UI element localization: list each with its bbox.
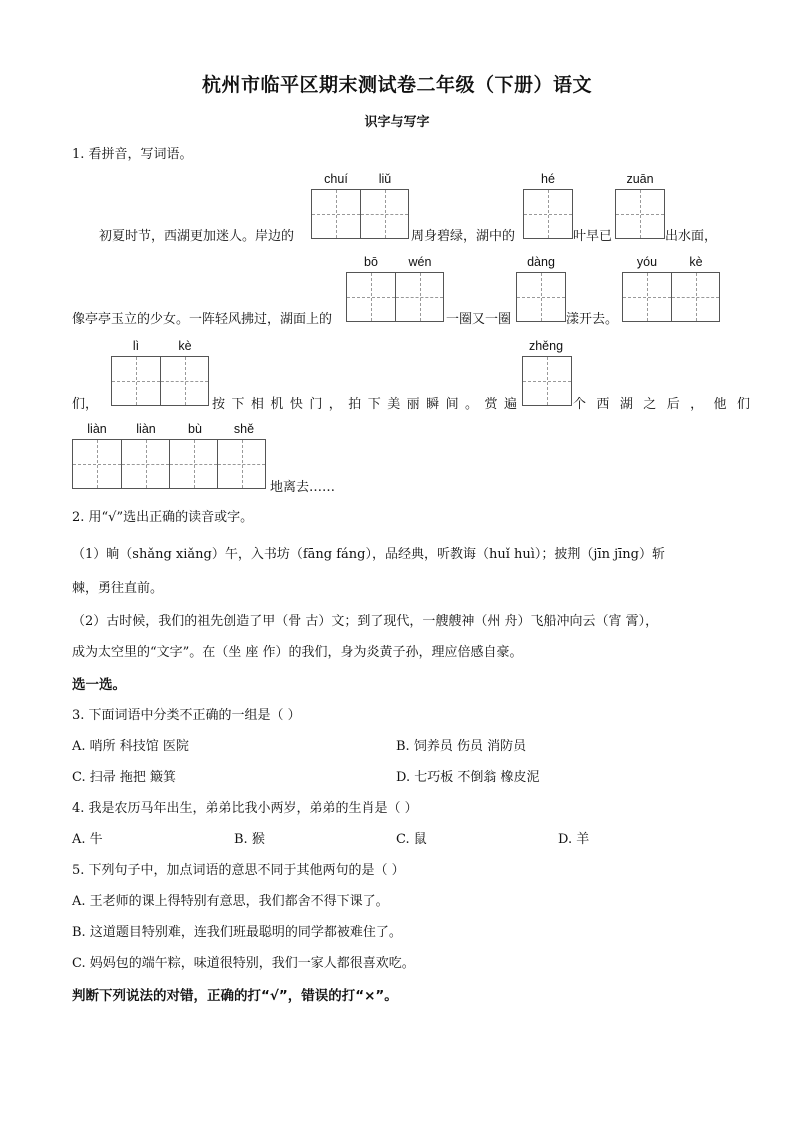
pinyin-lian-1: liàn xyxy=(87,422,107,436)
question-5-stem: 5. 下列句子中，加点词语的意思不同于其他两句的是（ ） xyxy=(72,863,405,878)
question-3-stem: 3. 下面词语中分类不正确的一组是（ ） xyxy=(72,708,301,723)
passage-line-3-mid: 按下相机快门，拍下美丽瞬间。赏遍 xyxy=(212,397,517,412)
question-2-part-1-line-2: 棘，勇往直前。 xyxy=(72,581,164,596)
pinyin-ke: kè xyxy=(689,255,703,269)
pinyin-chui: chuí xyxy=(324,172,348,186)
answer-grid-lianlianbushe[interactable] xyxy=(72,439,266,489)
answer-grid-chuiliu[interactable] xyxy=(311,189,409,239)
answer-grid-zheng[interactable] xyxy=(522,356,572,406)
answer-grid-like[interactable] xyxy=(111,356,209,406)
pinyin-wen: wén xyxy=(408,255,432,269)
pinyin-ke-2: kè xyxy=(178,339,192,353)
question-3-option-b[interactable]: B. 饲养员 伤员 消防员 xyxy=(396,739,527,754)
question-1-stem: 1. 看拼音，写词语。 xyxy=(72,147,193,162)
question-2-part-1-line-1: （1）晌（shǎng xiǎng）午，入书坊（fāng fáng），品经典，听教诲（huǐ huì）；披荆（jīn jīng）斩 xyxy=(72,547,665,562)
page-title: 杭州市临平区期末测试卷二年级（下册）语文 xyxy=(201,74,592,96)
passage-line-1-part2: 周身碧绿，湖中的 xyxy=(411,229,516,244)
question-5-option-b[interactable]: B. 这道题目特别难，连我们班最聪明的同学都被难住了。 xyxy=(72,925,402,940)
pinyin-dang: dàng xyxy=(527,255,555,269)
passage-line-3-tail: 个西湖之后，他们 xyxy=(573,397,750,412)
question-5-option-a[interactable]: A. 王老师的课上得特别有意思，我们都舍不得下课了。 xyxy=(72,894,389,909)
question-4-option-a[interactable]: A. 牛 xyxy=(72,832,103,847)
answer-grid-he[interactable] xyxy=(523,189,573,239)
answer-grid-bowen[interactable] xyxy=(346,272,444,322)
question-2-stem: 2. 用“√”选出正确的读音或字。 xyxy=(72,510,254,525)
pinyin-lian-2: liàn xyxy=(136,422,156,436)
pinyin-he: hé xyxy=(541,172,555,186)
pinyin-zheng: zhěng xyxy=(528,339,564,353)
pinyin-liu: liǔ xyxy=(378,172,392,186)
question-4-stem: 4. 我是农历马年出生，弟弟比我小两岁，弟弟的生肖是（ ） xyxy=(72,801,418,816)
pinyin-bo: bō xyxy=(364,255,378,269)
answer-grid-dang[interactable] xyxy=(516,272,566,322)
passage-line-4-tail: 地离去…… xyxy=(270,480,336,495)
question-4-option-c[interactable]: C. 鼠 xyxy=(396,832,427,847)
passage-line-3-lead: 们， xyxy=(72,397,99,412)
passage-line-1-part3: 叶早已 xyxy=(573,229,613,244)
section-heading: 识字与写字 xyxy=(364,115,430,130)
passage-line-2-part3: 漾开去。 xyxy=(566,312,619,327)
pinyin-bu: bù xyxy=(188,422,202,436)
question-4-option-d[interactable]: D. 羊 xyxy=(558,832,590,847)
passage-line-1-part4: 出水面， xyxy=(665,229,718,244)
section-judge-heading: 判断下列说法的对错，正确的打“√”，错误的打“×”。 xyxy=(72,988,398,1004)
answer-grid-zuan[interactable] xyxy=(615,189,665,239)
pinyin-zuan: zuān xyxy=(626,172,654,186)
pinyin-li: lì xyxy=(132,339,140,353)
question-2-part-2-line-1: （2）古时候，我们的祖先创造了甲（骨 古）文；到了现代，一艘艘神（州 舟）飞船冲向云（宵 霄）， xyxy=(72,614,659,629)
pinyin-you: yóu xyxy=(636,255,658,269)
passage-line-2-lead: 像亭亭玉立的少女。一阵轻风拂过，湖面上的 xyxy=(72,312,333,327)
question-5-option-c[interactable]: C. 妈妈包的端午粽，味道很特别，我们一家人都很喜欢吃。 xyxy=(72,956,415,971)
question-3-option-c[interactable]: C. 扫帚 拖把 簸箕 xyxy=(72,770,177,785)
question-3-option-a[interactable]: A. 哨所 科技馆 医院 xyxy=(72,739,189,754)
question-3-option-d[interactable]: D. 七巧板 不倒翁 橡皮泥 xyxy=(396,770,540,785)
question-2-part-2-line-2: 成为太空里的“文字”。在（坐 座 作）的我们，身为炎黄子孙，理应倍感自豪。 xyxy=(72,645,523,660)
passage-line-1-lead: 初夏时节，西湖更加迷人。岸边的 xyxy=(99,229,295,244)
pinyin-she: shě xyxy=(233,422,255,436)
section-choose-heading: 选一选。 xyxy=(72,677,126,693)
answer-grid-youke[interactable] xyxy=(622,272,720,322)
question-4-option-b[interactable]: B. 猴 xyxy=(234,832,265,847)
passage-line-2-part2: 一圈又一圈 xyxy=(446,312,512,327)
